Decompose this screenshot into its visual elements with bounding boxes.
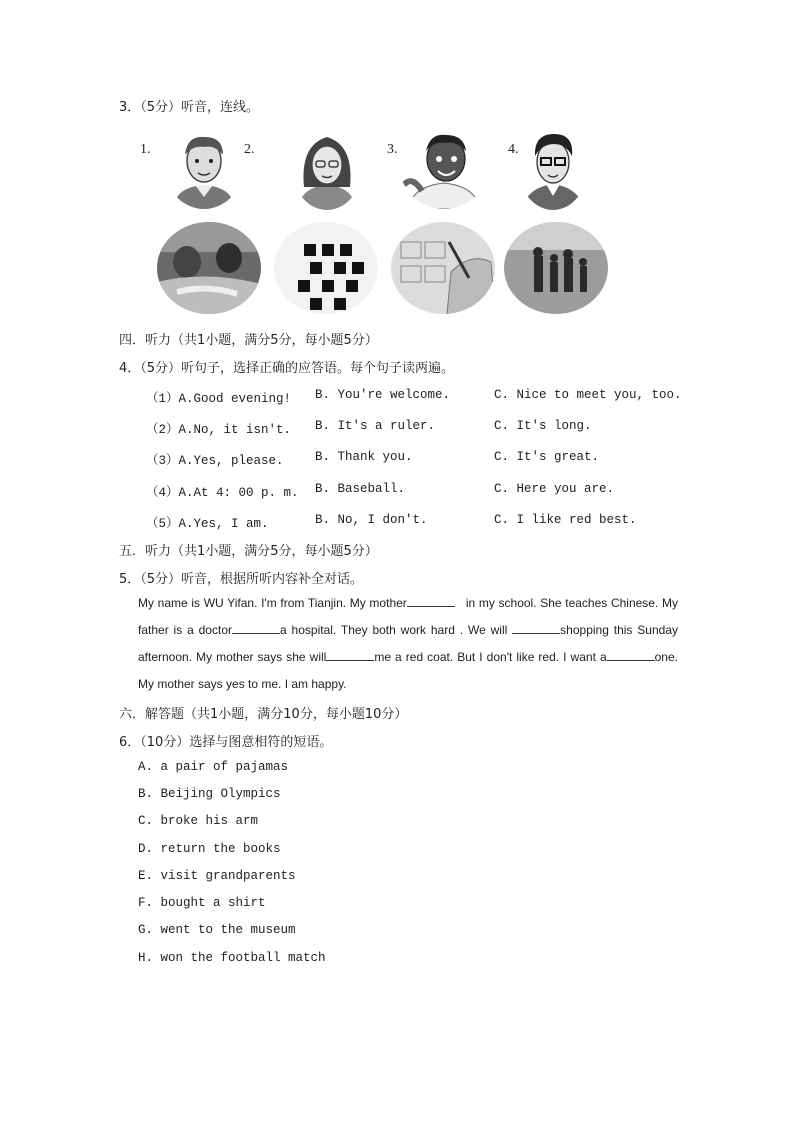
cartoon-boy-glasses-image [518, 122, 588, 210]
section5-question: 5．（5分）听音，根据所听内容补全对话。 [119, 572, 364, 587]
phrase-d: D. return the books [138, 842, 281, 856]
section5-heading: 五．听力（共1小题，满分5分，每小题5分） [119, 544, 378, 559]
option-1b: B. You're welcome. [315, 388, 451, 402]
dialogue-paragraph [138, 590, 678, 698]
section4-question: 4．（5分）听句子，选择正确的应答语。每个句子读两遍。 [119, 361, 455, 376]
option-1c: C. Nice to meet you, too. [494, 388, 682, 402]
dialogue-text-5: me a red coat. But I don't like red. I want a [374, 650, 607, 664]
option-3b: B. Thank you. [315, 450, 413, 464]
phrase-a: A. a pair of pajamas [138, 760, 289, 774]
blank-3[interactable] [512, 622, 560, 634]
option-4b: B. Baseball. [315, 482, 406, 496]
option-5a: （5）A.Yes, I am. [146, 517, 269, 531]
phrase-g: G. went to the museum [138, 923, 296, 937]
dialogue-text-2: in my school. She teaches Chinese. My father is a doctor [138, 596, 678, 637]
cartoon-boy-image [165, 125, 243, 209]
blank-5[interactable] [607, 649, 655, 661]
option-2a: （2）A.No, it isn't. [146, 423, 292, 437]
phrase-c: C. broke his arm [138, 814, 259, 828]
option-3a: （3）A.Yes, please. [146, 454, 284, 468]
cartoon-boy-dark-image [400, 125, 488, 209]
option-1a: （1）A.Good evening! [146, 392, 292, 406]
photo-hand-writing [391, 222, 495, 314]
option-5c: C. I like red best. [494, 513, 637, 527]
option-5b: B. No, I don't. [315, 513, 428, 527]
dialogue-text-4: shopping this Sunday afternoon. My mother says she will [138, 623, 678, 664]
q3-number-2: 2. [244, 142, 255, 157]
option-4c: C. Here you are. [494, 482, 615, 496]
option-2c: C. It's long. [494, 419, 592, 433]
option-4a: （4）A.At 4: 00 p. m. [146, 486, 299, 500]
phrase-b: B. Beijing Olympics [138, 787, 281, 801]
q3-number-3: 3. [387, 142, 398, 157]
phrase-e: E. visit grandparents [138, 869, 296, 883]
photo-family-walking [504, 222, 608, 314]
phrase-f: F. bought a shirt [138, 896, 266, 910]
cartoon-girl-image [292, 125, 362, 210]
dialogue-text-1: My name is WU Yifan. I'm from Tianjin. My mother [138, 596, 407, 610]
section6-question: 6．（10分）选择与图意相符的短语。 [119, 735, 333, 750]
dialogue-text-3: a hospital. They both work hard . We will [280, 623, 508, 637]
dialogue-text-6: one. My mother says yes to me. I am happy. [138, 650, 678, 691]
section4-heading: 四．听力（共1小题，满分5分，每小题5分） [119, 333, 378, 348]
blank-4[interactable] [326, 649, 374, 661]
photo-people-at-table [157, 222, 261, 314]
option-2b: B. It's a ruler. [315, 419, 436, 433]
section6-heading: 六．解答题（共1小题，满分10分，每小题10分） [119, 707, 408, 722]
photo-crossword-puzzle [274, 222, 378, 314]
q3-number-1: 1. [140, 142, 151, 157]
q3-title: 3．（5分）听音，连线。 [119, 100, 260, 115]
q3-number-4: 4. [508, 142, 519, 157]
phrase-h: H. won the football match [138, 951, 326, 965]
blank-2[interactable] [232, 622, 280, 634]
option-3c: C. It's great. [494, 450, 600, 464]
blank-1[interactable] [407, 595, 455, 607]
